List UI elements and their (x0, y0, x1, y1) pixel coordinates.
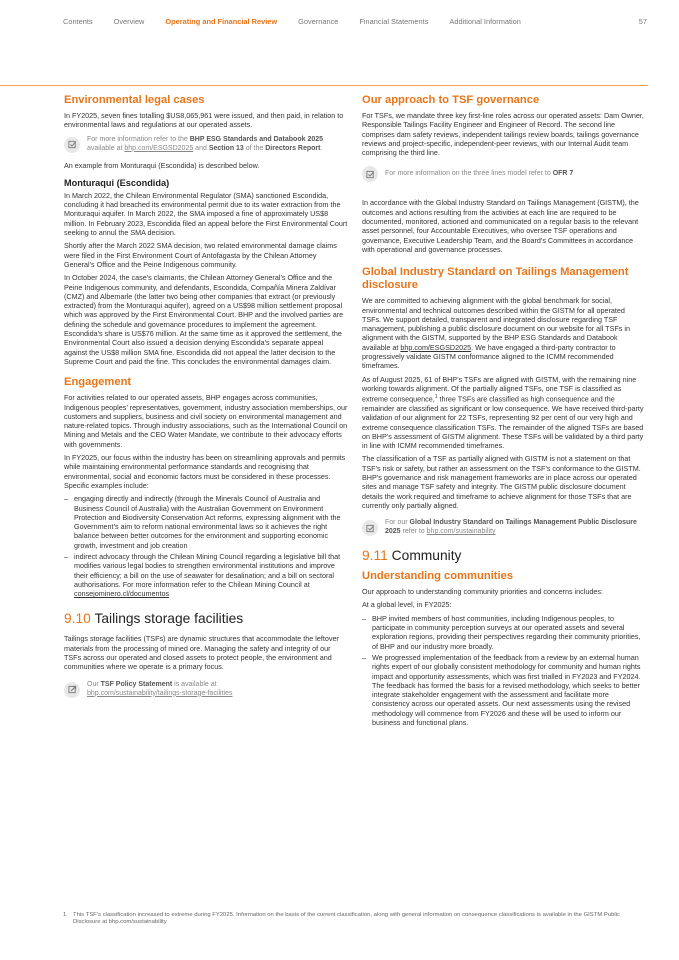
gistm-paragraph-1: We are committed to achieving alignment with the global benchmark for social, environmental and technical outcomes described within the GISTM for all operated TSFs. We support detailed, transparent and integrated disclosure regarding TSF management, publishing a public disclosure document on our website for all TSFs in alignment with the GISTM, supported by the BHP ESG Standards and Databook available at bhp.com/ESGSD2025. We have engaged a third-party contractor to progressively validate GISTM conformance aligned to the ICMM recommended timeframes. (362, 296, 630, 371)
reference-text: Our TSF Policy Statement is available at bhp.com/sustainability/tailings-storage-facilities (87, 680, 233, 697)
understanding-paragraph-1: Our approach to understanding community priorities and concerns includes: (362, 587, 603, 597)
footnote-number: 1. (63, 912, 68, 918)
document-check-icon (64, 137, 80, 153)
env-paragraph-1: In FY2025, seven fines totalling $US8,065,961 were issued, and then paid, in relation to environmental laws and regulations at our operated assets. (64, 111, 344, 130)
community-section-title: 9.11 Community (362, 548, 462, 564)
reference-box-esg (64, 135, 348, 153)
monturaqui-paragraph-3: In October 2024, the case’s claimants, the Chilean Attorney General’s Office and the Peine Indigenous community, and defendants, Escondida, Compañía Minera Zaldívar (CMZ) and Albemarle (the latter two being other companies that extract (or previously extracted) from the Monturaqui aquifer), agreed on a US$98 million settlement proposal which was approved by the First Environmental Court. BHP and the involved parties are defining the schedule and governance procedures to implement the agreement. Escondida’s share is US$76 million. At the same time as it approved the settlement, the Environmental Court also issued a decision denying Escondida’s separate appeal against the US$8 million SMA fine. Escondida did not appeal the latter decision to the Supreme Court and paid the fine. This concludes the environmental damages claim. (64, 273, 344, 366)
gistm-paragraph-2: As of August 2025, 61 of BHP’s TSFs are aligned with GISTM, with the remaining nine working towards alignment. Of the partially aligned TSFs, one TSF is classified as extreme consequence,$^1$ three TSFs are classified as high consequence and the remainder are classified as significant or low consequence. We have received third-party validation of our alignment for 22 TSFs, representing 92 per cent of our very high and extreme consequence classification TSFs. The remainder of the aligned TSFs are based on BHP’s assessment of GISTM alignment. These TSFs will be validated by a third party in line with ICMM recommended timeframes. (362, 374, 644, 451)
nav-overview[interactable]: Overview (113, 17, 145, 26)
gistm-paragraph-3: The classification of a TSF as partially aligned with GISTM is not a statement on that TSF’s risk or safety, but rather an assessment on the TSF’s conformance to the GISTM. BHP’s governance and risk management frameworks are in place across our operated sites and manage TSF safety and integrity. The GISTM public disclosure document details the work required and timeframe to achieve alignment for those TSFs that are currently only partially aligned. (362, 454, 641, 510)
nav-contents[interactable]: Contents (63, 17, 93, 26)
right-column (362, 94, 644, 731)
external-link-icon (64, 682, 80, 698)
left-column (64, 94, 348, 706)
consejo-minero-link[interactable]: consejominero.cl/documentos (74, 589, 170, 599)
tsf-governance-paragraph-2: In accordance with the Global Industry Standard on Tailings Management (GISTM), the outcomes and actions resulting from the activities at each line are required to be documented, monitored, actioned and communicated on a regular basis to the relevant asset personnel, four Accountable Executives, who oversee TSF operations and governance, Executive Leadership Team, and the Board’s Committees in accordance with operational and governance processes. (362, 198, 639, 254)
env-paragraph-2: An example from Monturaqui (Escondida) is described below. (64, 160, 260, 170)
engagement-paragraph-2: In FY2025, our focus within the industry has been on streamlining approvals and permits while maintaining environmental performance standards and recognising that environmental, social and economic factors must be considered in these processes. Specific examples include: (64, 453, 346, 490)
footnote (63, 912, 645, 926)
understanding-list (362, 614, 644, 728)
monturaqui-paragraph-2: Shortly after the March 2022 SMA decision, two related environmental damage claims were filed in the First Environment Court of Antofagasta by the Chilean Attorney General’s Office and the Peine Indigenous community. (64, 241, 337, 269)
reference-box-gistm-disclosure (362, 518, 644, 536)
nav-governance[interactable]: Governance (298, 17, 339, 26)
nav-financial-statements[interactable]: Financial Statements (359, 17, 429, 26)
reference-text: For more information on the three lines model refer to OFR 7 (385, 170, 574, 178)
esg-databook-link[interactable]: bhp.com/ESGSD2025 (124, 144, 194, 152)
reference-text: For more information refer to the BHP ESG Standards and Databook 2025 available at bhp.com/ESGSD2025 and Section 13 of the Directors Report. (87, 135, 324, 152)
footnote-marker[interactable]: 1 (434, 394, 438, 401)
header-divider (0, 85, 648, 86)
page-number: 57 (638, 17, 647, 26)
nav-operating-financial-review[interactable]: Operating and Financial Review (165, 17, 278, 26)
understanding-communities-heading: Understanding communities (362, 570, 514, 583)
monturaqui-heading: Monturaqui (Escondida) (64, 177, 170, 188)
tsf-governance-paragraph-1: For TSFs, we mandate three key first-line roles across our operated assets: Dam Owner, Responsible Tailings Facility Engineer and Engineer of Record. The second line comprises dam safety reviews, independent tailings review boards, tailings governance reviews and project-specific, independent-peer reviews, with our Internal Audit team comprising the third line. (362, 111, 644, 158)
top-navigation (63, 17, 647, 29)
tsf-governance-heading: Our approach to TSF governance (362, 94, 540, 106)
document-check-icon (362, 520, 378, 536)
tailings-section-title: 9.10 Tailings storage facilities (64, 611, 244, 627)
document-check-icon (362, 166, 378, 182)
sustainability-link[interactable]: bhp.com/sustainability (426, 528, 496, 536)
reference-box-tsf-policy (64, 680, 348, 698)
tsf-policy-link[interactable]: bhp.com/sustainability/tailings-storage-facilities (87, 689, 233, 697)
reference-box-three-lines (362, 164, 644, 182)
list-item: – indirect advocacy through the Chilean Mining Council regarding a legislative bill that modifies various legal bodies to strengthen environmental institutions and improve their efficiency; a bill on the use of seawater for desalination; and a bill on sectoral authorisations. For more information refer to the Chilean Mining Council at consejominero.cl/documentos (64, 552, 348, 598)
list-item: – engaging directly and indirectly (through the Minerals Council of Australia and Business Council of Australia) with the Australian Government on Environment Protection and Biodiversity Conservation Act reforms, expressing alignment with the Government’s aim to reform national environmental laws so it achieves the right balance between better outcomes for the environment and supporting economic growth, investment and job creation (64, 494, 348, 550)
list-item: – BHP invited members of host communities, including Indigenous peoples, to participate in community perception surveys at our operated assets and several exploration regions, providing their perspectives regarding their community priorities, of BHP and our industry more broadly. (362, 614, 644, 651)
monturaqui-paragraph-1: In March 2022, the Chilean Environmental Regulator (SMA) sanctioned Escondida, concluding it had breached its environmental permit due to its water extraction from the Monturaqui aquifer. In March 2022, the SMA imposed a fine of approximately US$8 million. In February 2023, Escondida filed an appeal before the First Environmental Court seeking to annul the SMA decision. (64, 190, 348, 238)
tailings-paragraph-1: Tailings storage facilities (TSFs) are dynamic structures that accommodate the leftover materials from the processing of mined ore. Managing the safety and integrity of our TSFs across our operated and closed assets to protect people, the environment and communities where we operate is a primary focus. (64, 634, 339, 672)
engagement-list (64, 494, 348, 598)
nav-additional-information[interactable]: Additional Information (449, 17, 521, 26)
environmental-legal-cases-heading: Environmental legal cases (64, 94, 205, 106)
list-item: – We progressed implementation of the feedback from a review by an external human rights expert of our globally consistent methodology for community and human rights impact and opportunity assessments, which was first trialled in FY2023 and FY2024. The feedback has formed the basis for a revised methodology, which seeks to better integrate stakeholder engagement with the assessment and facilitate more consistency across our operated assets. Our next assessments using the revised methodology will commence from FY2026 and these will be used to inform our business and functional plans. (362, 653, 644, 727)
understanding-paragraph-2: At a global level, in FY2025: (362, 600, 452, 610)
engagement-paragraph-1: For activities related to our operated assets, BHP engages across communities, Indigenous peoples’ representatives, government, industry association memberships, our customers and suppliers, business and civil society on environmental management and nature-related topics. Through industry associations, such as the International Council on Mining and Metals and the CEO Water Mandate, we contribute to their advocacy efforts with governments. (64, 393, 348, 449)
gistm-disclosure-heading: Global Industry Standard on Tailings Management disclosure (362, 266, 629, 292)
esg-databook-link[interactable]: bhp.com/ESGSD2025 (400, 342, 472, 352)
reference-text: For our Global Industry Standard on Tailings Management Public Disclosure 2025 refer to bhp.com/sustainability (385, 519, 637, 536)
engagement-heading: Engagement (64, 376, 132, 389)
footnote-text: This TSF’s classification increased to extreme during FY2025. Information on the basis of the current classification, along with general information on consequence classifications is available in the GISTM Public Disclosure at bhp.com/sustainability (73, 912, 620, 925)
